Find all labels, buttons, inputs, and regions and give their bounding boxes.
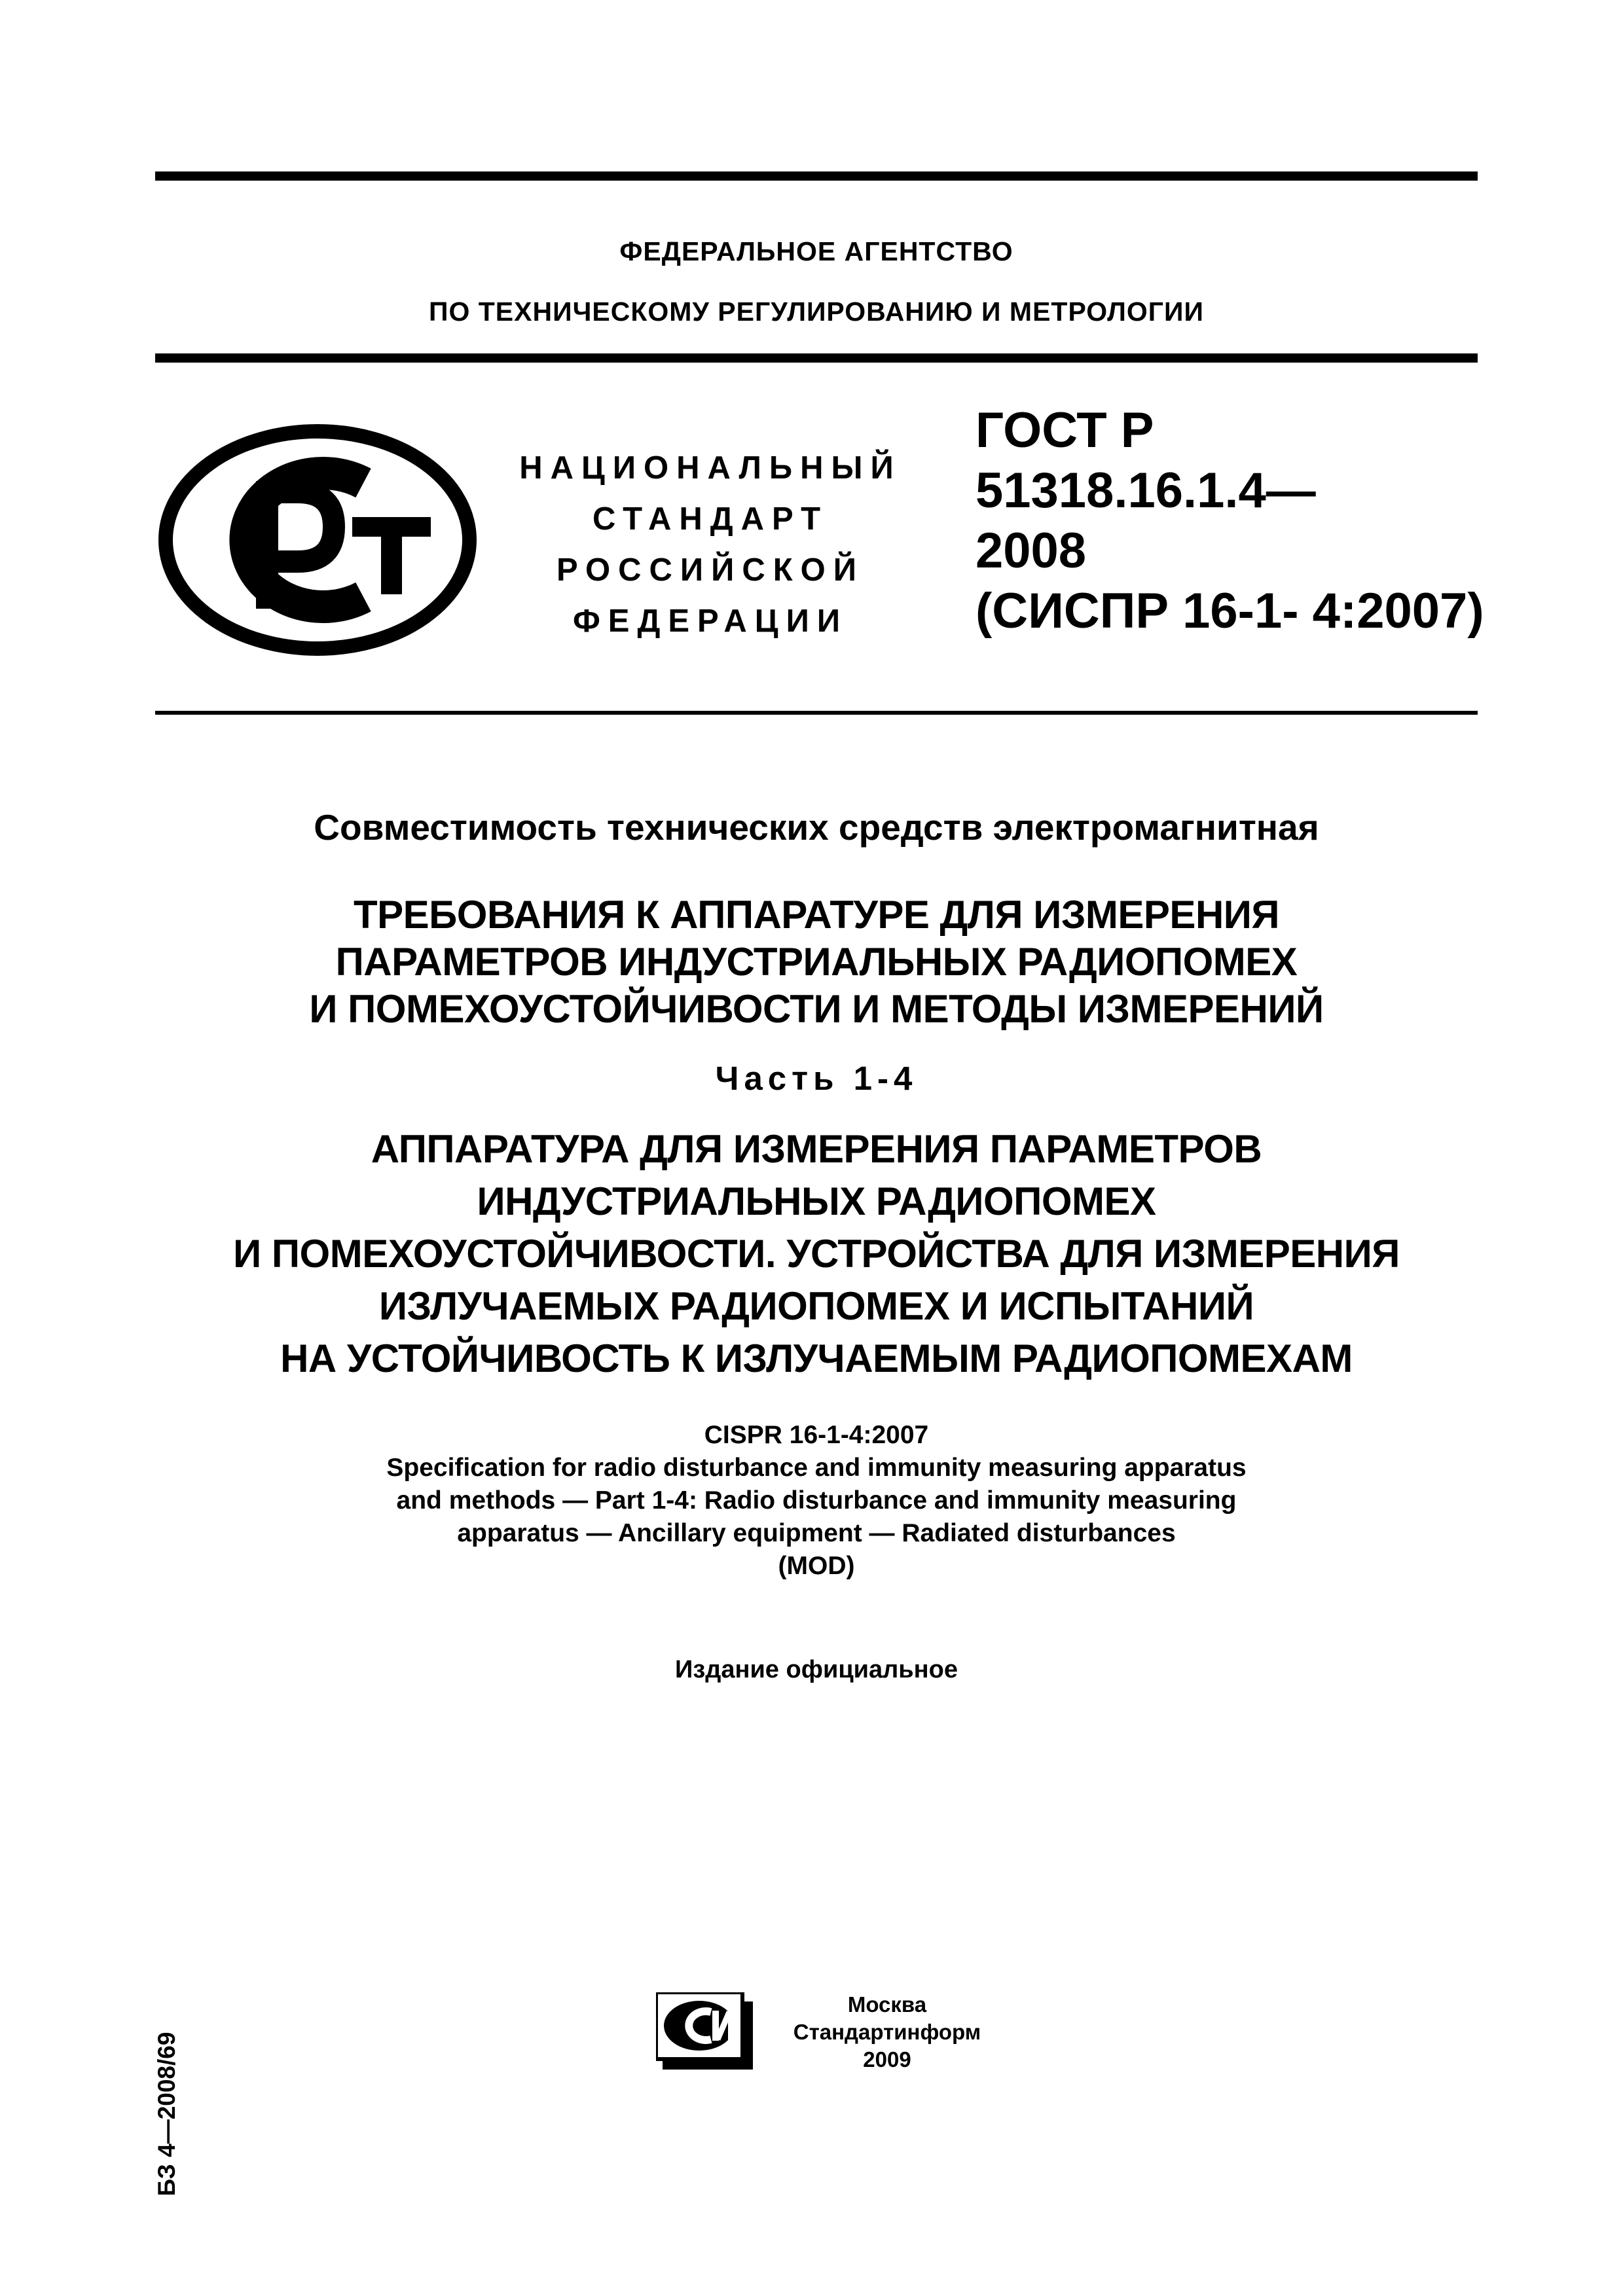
- english-line-4: apparatus — Ancillary equipment — Radiated disturbances: [457, 1519, 1176, 1547]
- bz-index: [141, 1957, 193, 2271]
- general-title: Совместимость технических средств электромагнитная: [314, 807, 1319, 848]
- english-line-5: (MOD): [778, 1552, 855, 1580]
- part-title-line-1: АППАРАТУРА ДЛЯ ИЗМЕРЕНИЯ ПАРАМЕТРОВ: [371, 1127, 1262, 1171]
- english-line-1: CISPR 16-1-4:2007: [704, 1421, 929, 1449]
- part-number: Часть 1-4: [715, 1060, 918, 1097]
- english-line-2: Specification for radio disturbance and immunity measuring apparatus: [386, 1454, 1247, 1482]
- designation-line-2: 51318.16.1.4—: [976, 463, 1316, 518]
- main-title-line-3: И ПОМЕХОУСТОЙЧИВОСТИ И МЕТОДЫ ИЗМЕРЕНИЙ: [309, 987, 1324, 1031]
- main-title-line-1: ТРЕБОВАНИЯ К АППАРАТУРЕ ДЛЯ ИЗМЕРЕНИЯ: [353, 893, 1280, 937]
- title-rule: [155, 711, 1478, 715]
- agency-name: [155, 221, 1478, 342]
- standartinform-logo-icon: [656, 1992, 756, 2072]
- national-standard-label: [504, 442, 917, 647]
- publisher-city: Москва: [847, 1992, 927, 2017]
- bz-index-text: БЗ 4—2008/69: [153, 2032, 180, 2197]
- main-title: [155, 891, 1478, 1033]
- national-standard-line-1: НАЦИОНАЛЬНЫЙ: [519, 450, 902, 486]
- header-rule: [155, 353, 1478, 363]
- part-title-line-4: ИЗЛУЧАЕМЫХ РАДИОПОМЕХ И ИСПЫТАНИЙ: [378, 1284, 1254, 1328]
- part-title-line-3: И ПОМЕХОУСТОЙЧИВОСТИ. УСТРОЙСТВА ДЛЯ ИЗМЕРЕНИЯ: [233, 1232, 1400, 1276]
- designation-line-3: 2008: [976, 523, 1087, 579]
- publisher-info: [766, 1991, 1008, 2073]
- rst-logo-icon: [157, 419, 478, 661]
- part-title-line-2: ИНДУСТРИАЛЬНЫХ РАДИОПОМЕХ: [477, 1179, 1156, 1223]
- english-title: [155, 1419, 1478, 1583]
- main-title-line-2: ПАРАМЕТРОВ ИНДУСТРИАЛЬНЫХ РАДИОПОМЕХ: [335, 940, 1298, 984]
- part-title-line-5: НА УСТОЙЧИВОСТЬ К ИЗЛУЧАЕМЫМ РАДИОПОМЕХАМ: [280, 1336, 1353, 1380]
- english-line-3: and methods — Part 1-4: Radio disturbance and immunity measuring: [396, 1486, 1237, 1515]
- national-standard-line-3: РОССИЙСКОЙ: [556, 552, 864, 588]
- edition-note: Издание официальное: [675, 1656, 958, 1683]
- designation-line-1: ГОСТ Р: [976, 403, 1154, 458]
- standard-designation: [976, 401, 1499, 641]
- publisher-year: 2009: [863, 2047, 911, 2072]
- publisher-name: Стандартинформ: [793, 2020, 981, 2044]
- agency-line-1: ФЕДЕРАЛЬНОЕ АГЕНТСТВО: [619, 236, 1013, 266]
- national-standard-line-4: ФЕДЕРАЦИИ: [572, 603, 848, 639]
- national-standard-line-2: СТАНДАРТ: [592, 501, 829, 537]
- top-rule: [155, 171, 1478, 181]
- designation-line-4: (СИСПР 16-1- 4:2007): [976, 583, 1484, 639]
- agency-line-2: ПО ТЕХНИЧЕСКОМУ РЕГУЛИРОВАНИЮ И МЕТРОЛОГИИ: [429, 296, 1204, 327]
- part-title: [155, 1123, 1478, 1385]
